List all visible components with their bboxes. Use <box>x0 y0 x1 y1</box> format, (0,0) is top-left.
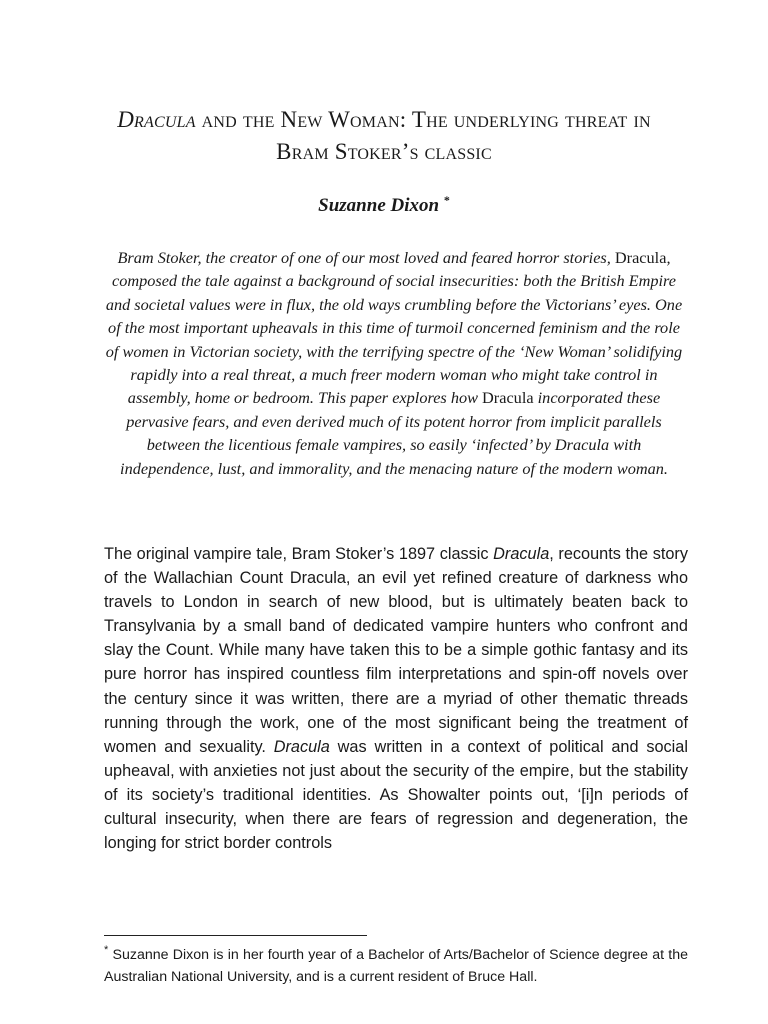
abstract-title-ref-2: Dracula <box>482 388 534 408</box>
body-title-ref-1: Dracula <box>493 545 550 563</box>
body-text-2: , recounts the story of the Wallachian Count Dracula, an evil yet refined creature of darkness who travels to London in search of new blood, but is ultimately beaten back to Transylvania by a small band of dedicated vampire hunters who confront and slay the Count. While many have taken this to be a simple gothic fantasy and its pure horror has inspired countless film interpretations and spin-off novels over the century since it was written, there are a myriad of other thematic threads running through the work, one of the most significant being the treatment of women and sexuality. <box>104 545 688 756</box>
abstract-text-2: , composed the tale against a background of social insecurities: both the British Empire and societal values were in flux, the old ways crumbling before the Victorians’ eyes. One of the most important upheavals in this time of turmoil concerned feminism and the role of women in Victorian society, with the terrifying spectre of the ‘New Woman’ solidifying rapidly into a real threat, a much freer modern woman who might take control in assembly, home or bedroom. This paper explores how <box>105 248 683 408</box>
author-footnote-marker[interactable]: * <box>443 193 450 207</box>
title-rest: and the New Woman: The underlying threat in Bram Stoker’s classic <box>195 107 651 164</box>
footnote <box>104 944 688 988</box>
abstract <box>100 246 688 480</box>
abstract-text-1: Bram Stoker, the creator of one of our most loved and feared horror stories, <box>117 248 615 267</box>
abstract-title-ref-1: Dracula <box>614 248 667 267</box>
body-text-1: The original vampire tale, Bram Stoker’s 1897 classic <box>104 545 494 563</box>
author-name: Suzanne Dixon <box>318 195 440 216</box>
author-line <box>0 195 768 217</box>
body-text-3: was written in a context of political and social upheaval, with anxieties not just about the security of the empire, but the stability of its society’s traditional identities. As Showalter points out, ‘[i]n periods of cultural insecurity, when there are fears of regression and degeneration, the longing for strict border controls <box>104 737 688 853</box>
body-title-ref-2: Dracula <box>273 737 330 756</box>
abstract-text-3: incorporated these pervasive fears, and even derived much of its potent horror from implicit parallels between the licentious female vampires, so easily ‘infected’ by Dracula with independence, lust, and immorality, and the menacing nature of the modern woman. <box>120 388 668 478</box>
paper-title <box>90 104 678 168</box>
footnote-text: Suzanne Dixon is in her fourth year of a Bachelor of Arts/Bachelor of Science degree at the Australian National University, and is a current resident of Bruce Hall. <box>104 947 688 985</box>
footnote-divider <box>104 935 367 936</box>
footnote-marker: * <box>104 944 109 956</box>
body-paragraph <box>104 542 688 855</box>
title-novel-name: Dracula <box>117 107 196 132</box>
